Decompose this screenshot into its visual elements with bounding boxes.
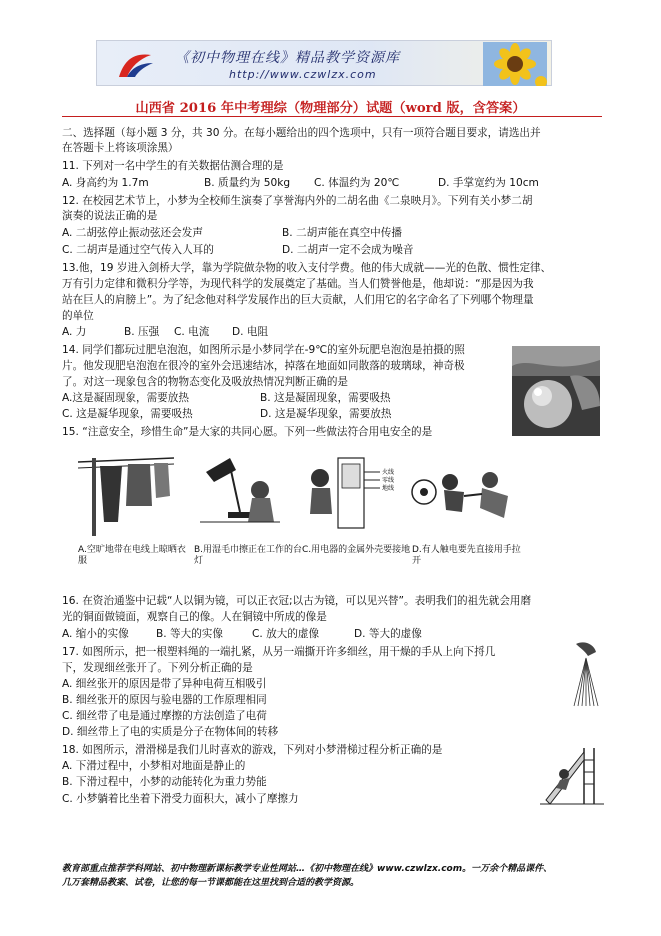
figure-slide [540, 744, 604, 808]
q13-option-d: D. 电阻 [232, 326, 269, 338]
caption-a: A.空旷地带在电线上晾晒衣服 [78, 545, 186, 566]
q14-option-a: A.这是凝固现象，需要放热 [62, 392, 189, 404]
q13-option-c: C. 电流 [174, 326, 210, 338]
q13-stem-cont2: 站在巨人的肩膀上”。为了纪念他对科学发展作出的巨大贡献，人们用它的名字命名了下列哪个物理量 [62, 294, 534, 306]
q16-option-d: D. 等大的虚像 [354, 628, 422, 640]
q17-option-d: D. 细丝带上了电的实质是分子在物体间的转移 [62, 726, 279, 738]
caption-c: C.用电器的金属外壳要接地 [302, 545, 411, 555]
q13-stem-cont1: 万有引力定律和微积分学等，为现代科学的发展奠定了基础。当人们赞誉他是，他却说：“那是因为我 [62, 278, 534, 290]
figure-a-clothes-on-wire [78, 452, 174, 536]
q14-stem-cont2: 了。对这一现象包含的物物态变化及吸放热情况判断正确的是 [62, 376, 349, 388]
q13-stem: 13.他，19 岁进入剑桥大学，靠为学院做杂物的收入支付学费。他的伟大成就——光的色散、惯性定律、 [62, 262, 552, 274]
q17-stem: 17. 如图所示，把一根塑料绳的一端扎紧，从另一端撕开许多细丝，用干燥的手从上向下捋几 [62, 646, 496, 658]
q13-stem-cont3: 的单位 [62, 310, 94, 322]
banner-url[interactable]: http://www.czwlzx.com [229, 68, 377, 81]
q11-option-d: D. 手掌宽约为 10cm [438, 177, 539, 189]
q12-option-a: A. 二胡弦停止振动弦还会发声 [62, 227, 203, 239]
label-neutral-wire: 零线 [382, 477, 395, 484]
q13-option-b: B. 压强 [124, 326, 160, 338]
header-banner [96, 40, 552, 86]
q18-stem: 18. 如图所示，滑滑梯是我们儿时喜欢的游戏，下列对小梦滑梯过程分析正确的是 [62, 744, 443, 756]
footer-line-2: 几万套精品教案、试卷，让您的每一节课都能在这里找到合适的教学资源。 [62, 878, 360, 888]
q15-stem: 15. “注意安全，珍惜生命”是大家的共同心愿。下列一些做法符合用电安全的是 [62, 426, 433, 438]
q18-option-a: A. 下滑过程中，小梦相对地面是静止的 [62, 760, 246, 772]
logo-icon [115, 51, 155, 81]
label-ground-wire: 地线 [382, 485, 395, 492]
title-divider [62, 116, 602, 117]
footer-line-1: 教育部重点推荐学科网站、初中物理新课标教学专业性网站…《初中物理在线》www.czwlzx.com。一万余个精品课件、 [62, 864, 553, 874]
q11-stem: 11. 下列对一名中学生的有关数据估测合理的是 [62, 160, 284, 172]
q11-option-c: C. 体温约为 20℃ [314, 177, 400, 189]
q17-option-b: B. 细丝张开的原因与验电器的工作原理相同 [62, 694, 267, 706]
q14-stem-cont1: 片。他发现肥皂泡泡在很冷的室外会迅速结冰，掉落在地面如同散落的玻璃球，神奇极 [62, 360, 465, 372]
sunflower-icon [483, 42, 547, 86]
label-live-wire: 火线 [382, 469, 395, 476]
q18-option-c: C. 小梦躺着比坐着下滑受力面积大，减小了摩擦力 [62, 793, 299, 805]
q14-option-d: D. 这是凝华现象，需要放热 [260, 408, 392, 420]
q16-option-a: A. 缩小的实像 [62, 628, 129, 640]
q12-option-d: D. 二胡声一定不会成为噪音 [282, 244, 414, 256]
caption-d: D.有人触电要先直接用手拉开 [412, 545, 521, 566]
caption-b: B.用湿毛巾擦正在工作的台灯 [194, 545, 303, 566]
q14-option-c: C. 这是凝华现象，需要吸热 [62, 408, 193, 420]
q13-option-a: A. 力 [62, 326, 87, 338]
q17-option-a: A. 细丝张开的原因是带了异种电荷互相吸引 [62, 678, 267, 690]
q16-stem-cont: 光的铜面做镜面，观察自己的像。人在铜镜中所成的像是 [62, 611, 327, 623]
q17-option-c: C. 细丝带了电是通过摩擦的方法创造了电荷 [62, 710, 267, 722]
q12-option-b: B. 二胡声能在真空中传播 [282, 227, 402, 239]
q16-option-c: C. 放大的虚像 [252, 628, 320, 640]
q12-stem: 12. 在校园艺术节上，小梦为全校师生演奏了享誉海内外的二胡名曲《二泉映月》。下列有关小梦二胡 [62, 195, 533, 207]
q12-option-c: C. 二胡声是通过空气传入人耳的 [62, 244, 214, 256]
q16-stem: 16. 在资治通鉴中记载“人以铜为镜，可以正衣冠;以古为镜，可以见兴替”。表明我们的祖先就会用磨 [62, 595, 532, 607]
bubble-photo [512, 346, 600, 436]
q12-stem-cont: 演奏的说法正确的是 [62, 210, 158, 222]
figure-plastic-rope [566, 640, 602, 708]
q14-option-b: B. 这是凝固现象，需要吸热 [260, 392, 391, 404]
q14-stem: 14. 同学们都玩过肥皂泡泡，如图所示是小梦同学在-9℃的室外玩肥皂泡泡是拍摄的照 [62, 344, 465, 356]
q17-stem-cont: 下，发现细丝张开了。下列分析正确的是 [62, 662, 253, 674]
q16-option-b: B. 等大的实像 [156, 628, 223, 640]
banner-title: 《初中物理在线》精品教学资源库 [175, 50, 400, 66]
section-heading: 二、选择题（每小题 3 分，共 30 分。在每小题给出的四个选项中，只有一项符合题目要求，请选出并 [62, 127, 541, 139]
figure-c-grounding [300, 452, 404, 536]
page-title: 山西省 2016 年中考理综（物理部分）试题（word 版，含答案） [135, 101, 526, 116]
figure-b-lamp [200, 452, 280, 536]
figure-d-electric-shock [410, 452, 526, 536]
q11-option-b: B. 质量约为 50kg [204, 177, 291, 189]
page-footer [62, 862, 622, 890]
q11-option-a: A. 身高约为 1.7m [62, 177, 149, 189]
section-heading-cont: 在答题卡上将该项涂黑） [62, 142, 179, 154]
q18-option-b: B. 下滑过程中，小梦的动能转化为重力势能 [62, 776, 267, 788]
